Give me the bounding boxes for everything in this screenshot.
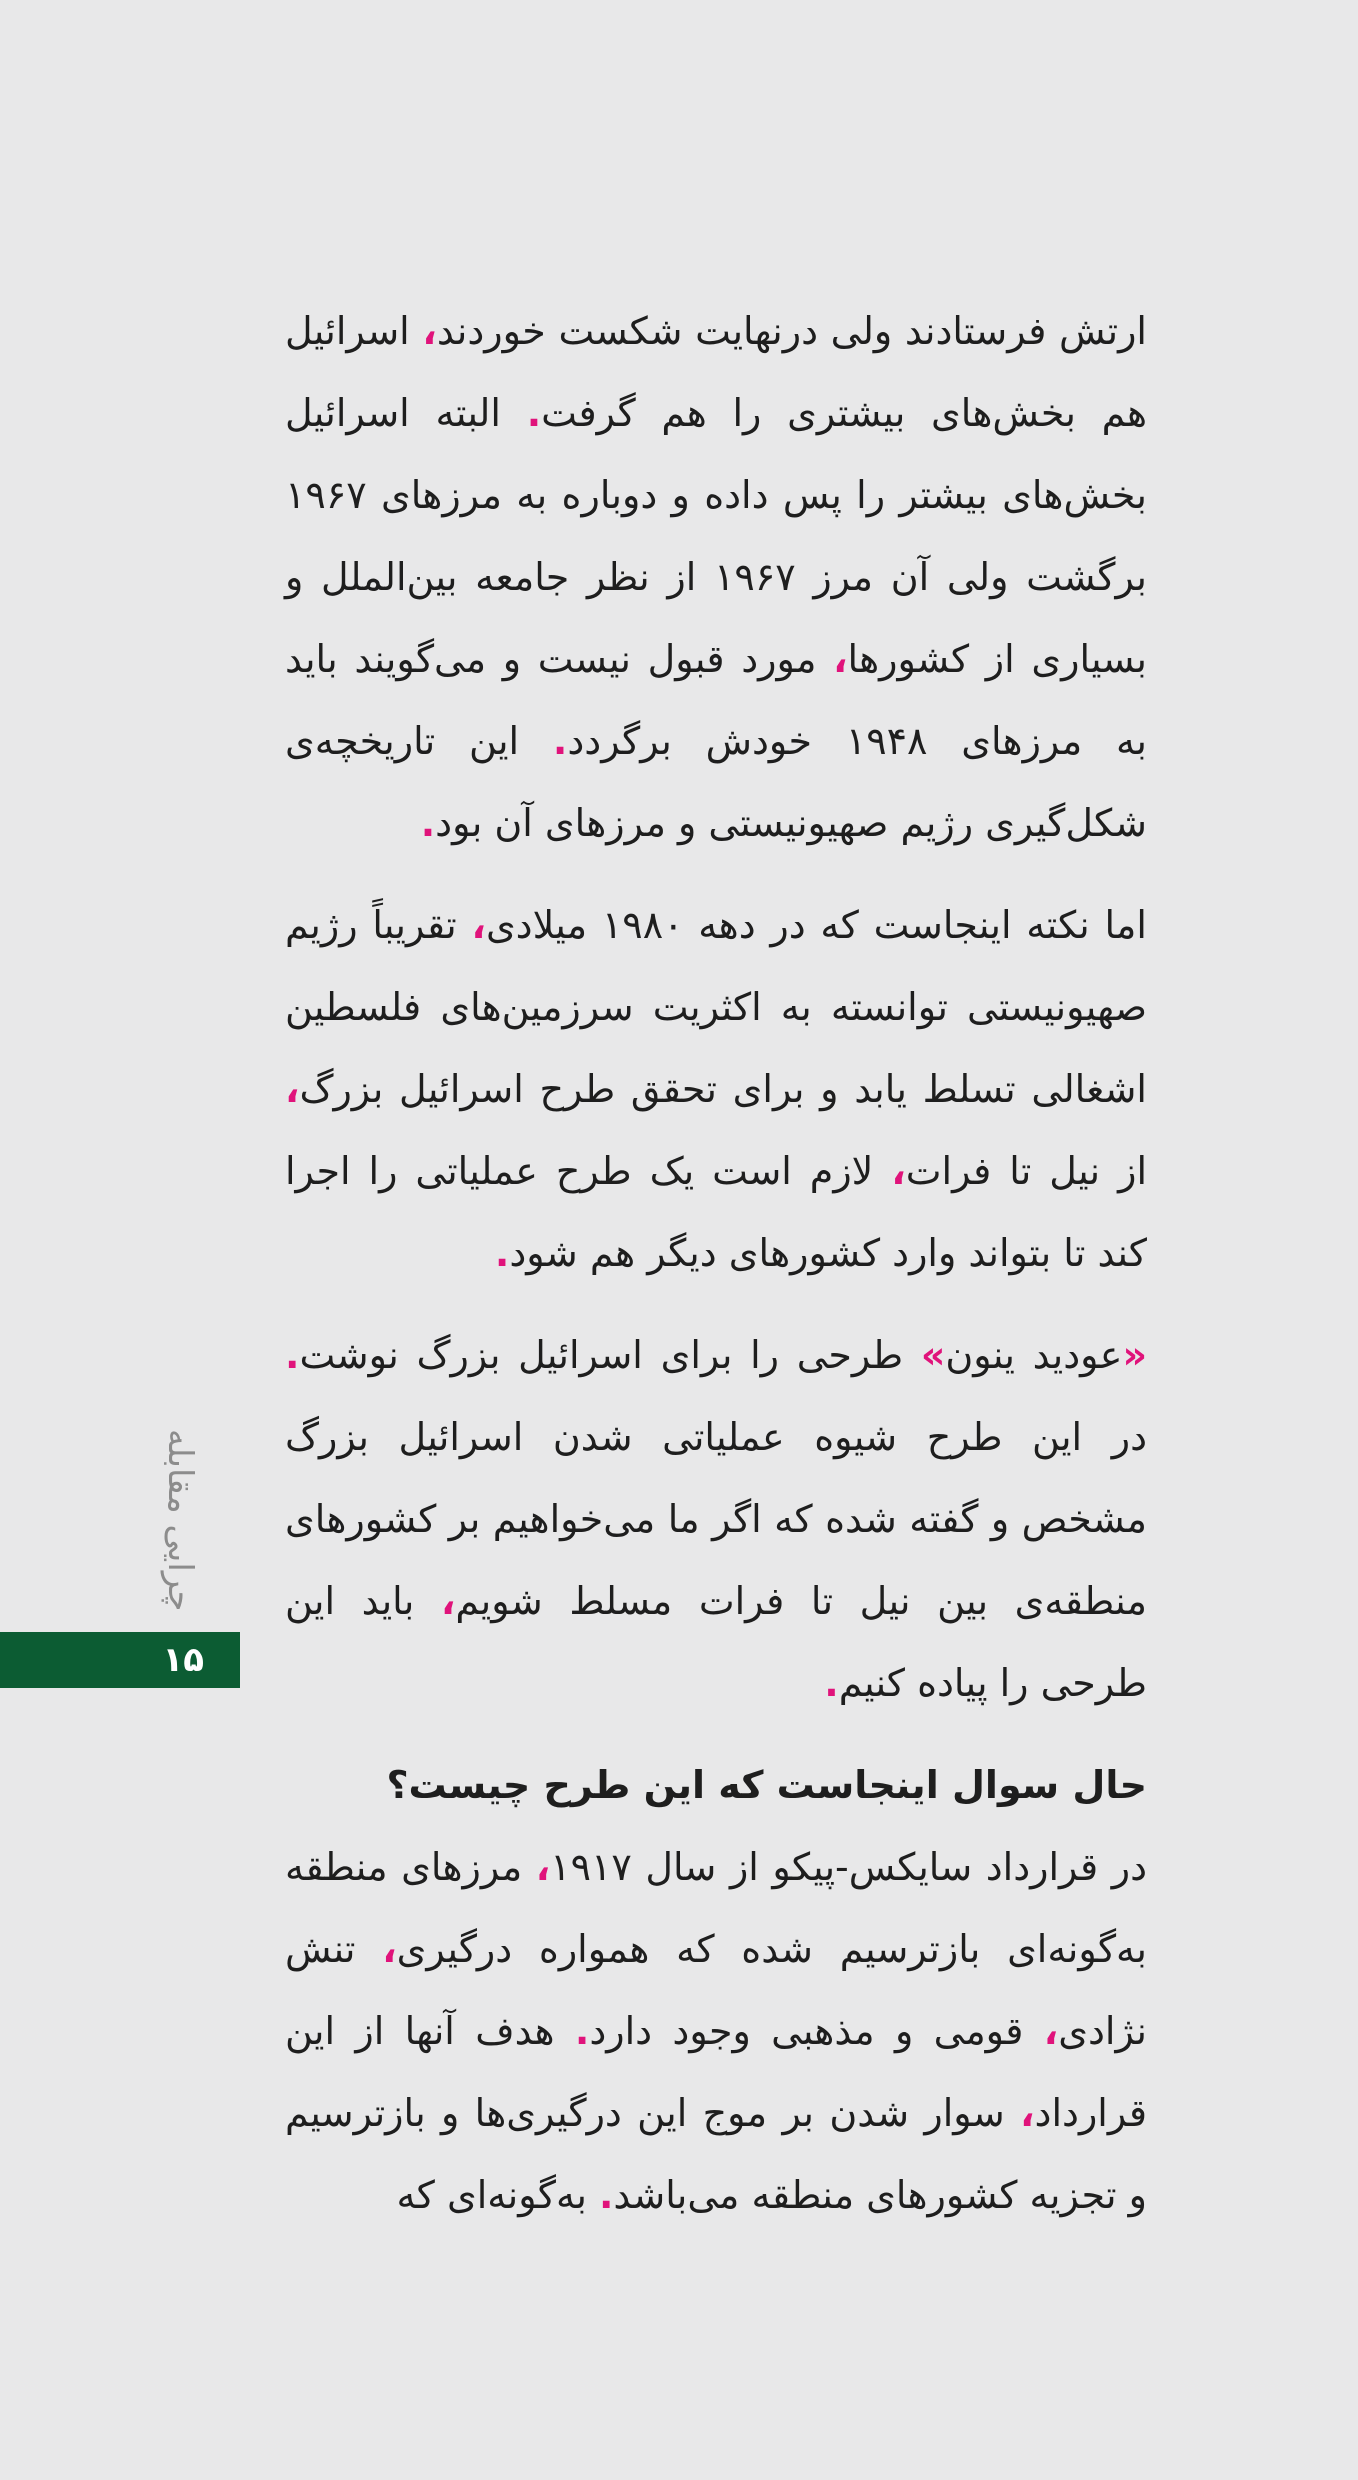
punctuation-mark: ،	[833, 637, 848, 681]
punctuation-mark: .	[420, 801, 436, 845]
punctuation-mark: »	[920, 1333, 946, 1377]
section-heading: حال سوال اینجاست که این طرح چیست؟	[386, 1763, 1147, 1807]
punctuation-mark: .	[574, 2009, 590, 2053]
paragraph-2	[285, 884, 1147, 1294]
punctuation-mark: .	[526, 391, 542, 435]
punctuation-mark: ،	[1020, 2091, 1035, 2135]
text-run: سوار شدن بر موج این درگیری‌ها و بازترسیم و تجزیه کشورهای منطقه می‌باشد	[285, 2091, 1147, 2217]
punctuation-mark: ،	[1043, 2009, 1059, 2053]
punctuation-mark: .	[285, 1333, 300, 1377]
text-run: مورد قبول نیست و می‌گویند باید به مرزهای ۱۹۴۸ خودش برگردد	[285, 637, 1147, 763]
running-title: چرایی مقابله	[160, 1428, 200, 1612]
text-run: از نیل تا فرات	[905, 1149, 1147, 1193]
text-run: ارتش فرستادند ولی درنهایت شکست خوردند	[436, 309, 1147, 353]
punctuation-mark: ،	[285, 1067, 300, 1111]
text-run: لازم است یک طرح عملیاتی را اجرا کند تا بتواند وارد کشورهای دیگر هم شود	[285, 1149, 1147, 1275]
text-run: تنش نژادی	[285, 1927, 1147, 2053]
text-run: قومی و مذهبی وجود دارد	[589, 2009, 1044, 2053]
text-run: طرحی را برای اسرائیل بزرگ نوشت	[299, 1333, 921, 1377]
text-run: هدف آنها از این قرارداد	[285, 2009, 1147, 2135]
text-run: باید این طرحی را پیاده کنیم	[285, 1579, 1147, 1705]
punctuation-mark: ،	[535, 1845, 551, 1889]
punctuation-mark: ،	[471, 903, 486, 947]
text-run: در این طرح شیوه عملیاتی شدن اسرائیل بزرگ مشخص و گفته شده که اگر ما می‌خواهیم بر کشورهای منطقه‌ی بین نیل تا فرات مسلط شویم	[285, 1415, 1147, 1623]
paragraph-1	[285, 290, 1147, 864]
punctuation-mark: .	[494, 1231, 510, 1275]
text-run: تقریباً رژیم صهیونیستی توانسته به اکثریت سرزمین‌های فلسطین اشغالی تسلط یابد و برای تحقق طرح اسرائیل بزرگ	[285, 903, 1147, 1111]
text-run: اسرائیل هم بخش‌های بیشتری را هم گرفت	[285, 309, 1148, 435]
page-number: ۱۵	[162, 1640, 204, 1680]
punctuation-mark: .	[824, 1661, 839, 1705]
punctuation-mark: «	[1122, 1333, 1147, 1377]
text-run: اما نکته اینجاست که در دهه ۱۹۸۰ میلادی	[485, 903, 1147, 947]
text-run: مرزهای منطقه به‌گونه‌ای بازترسیم شده که همواره درگیری	[285, 1845, 1147, 1971]
text-run: به‌گونه‌ای که	[396, 2173, 599, 2217]
text-run: این تاریخچه‌ی شکل‌گیری رژیم صهیونیستی و مرزهای آن بود	[285, 719, 1147, 845]
body-text	[285, 290, 1147, 2256]
punctuation-mark: .	[598, 2173, 614, 2217]
page-number-bar	[0, 1632, 240, 1688]
paragraph-4	[285, 1826, 1147, 2236]
punctuation-mark: ،	[891, 1149, 906, 1193]
punctuation-mark: ،	[382, 1927, 397, 1971]
punctuation-mark: ،	[440, 1579, 456, 1623]
text-run: در قرارداد سایکس-پیکو از سال ۱۹۱۷	[550, 1845, 1148, 1889]
punctuation-mark: .	[552, 719, 568, 763]
paragraph-3	[285, 1314, 1147, 1724]
punctuation-mark: ،	[422, 309, 437, 353]
text-run: عودید ینون	[945, 1333, 1123, 1377]
text-run: البته اسرائیل بخش‌های بیشتر را پس داده و دوباره به مرزهای ۱۹۶۷ برگشت ولی آن مرز ۱۹۶۷ از نظر جامعه بین‌الملل و بسیاری از کشورها	[285, 391, 1147, 681]
